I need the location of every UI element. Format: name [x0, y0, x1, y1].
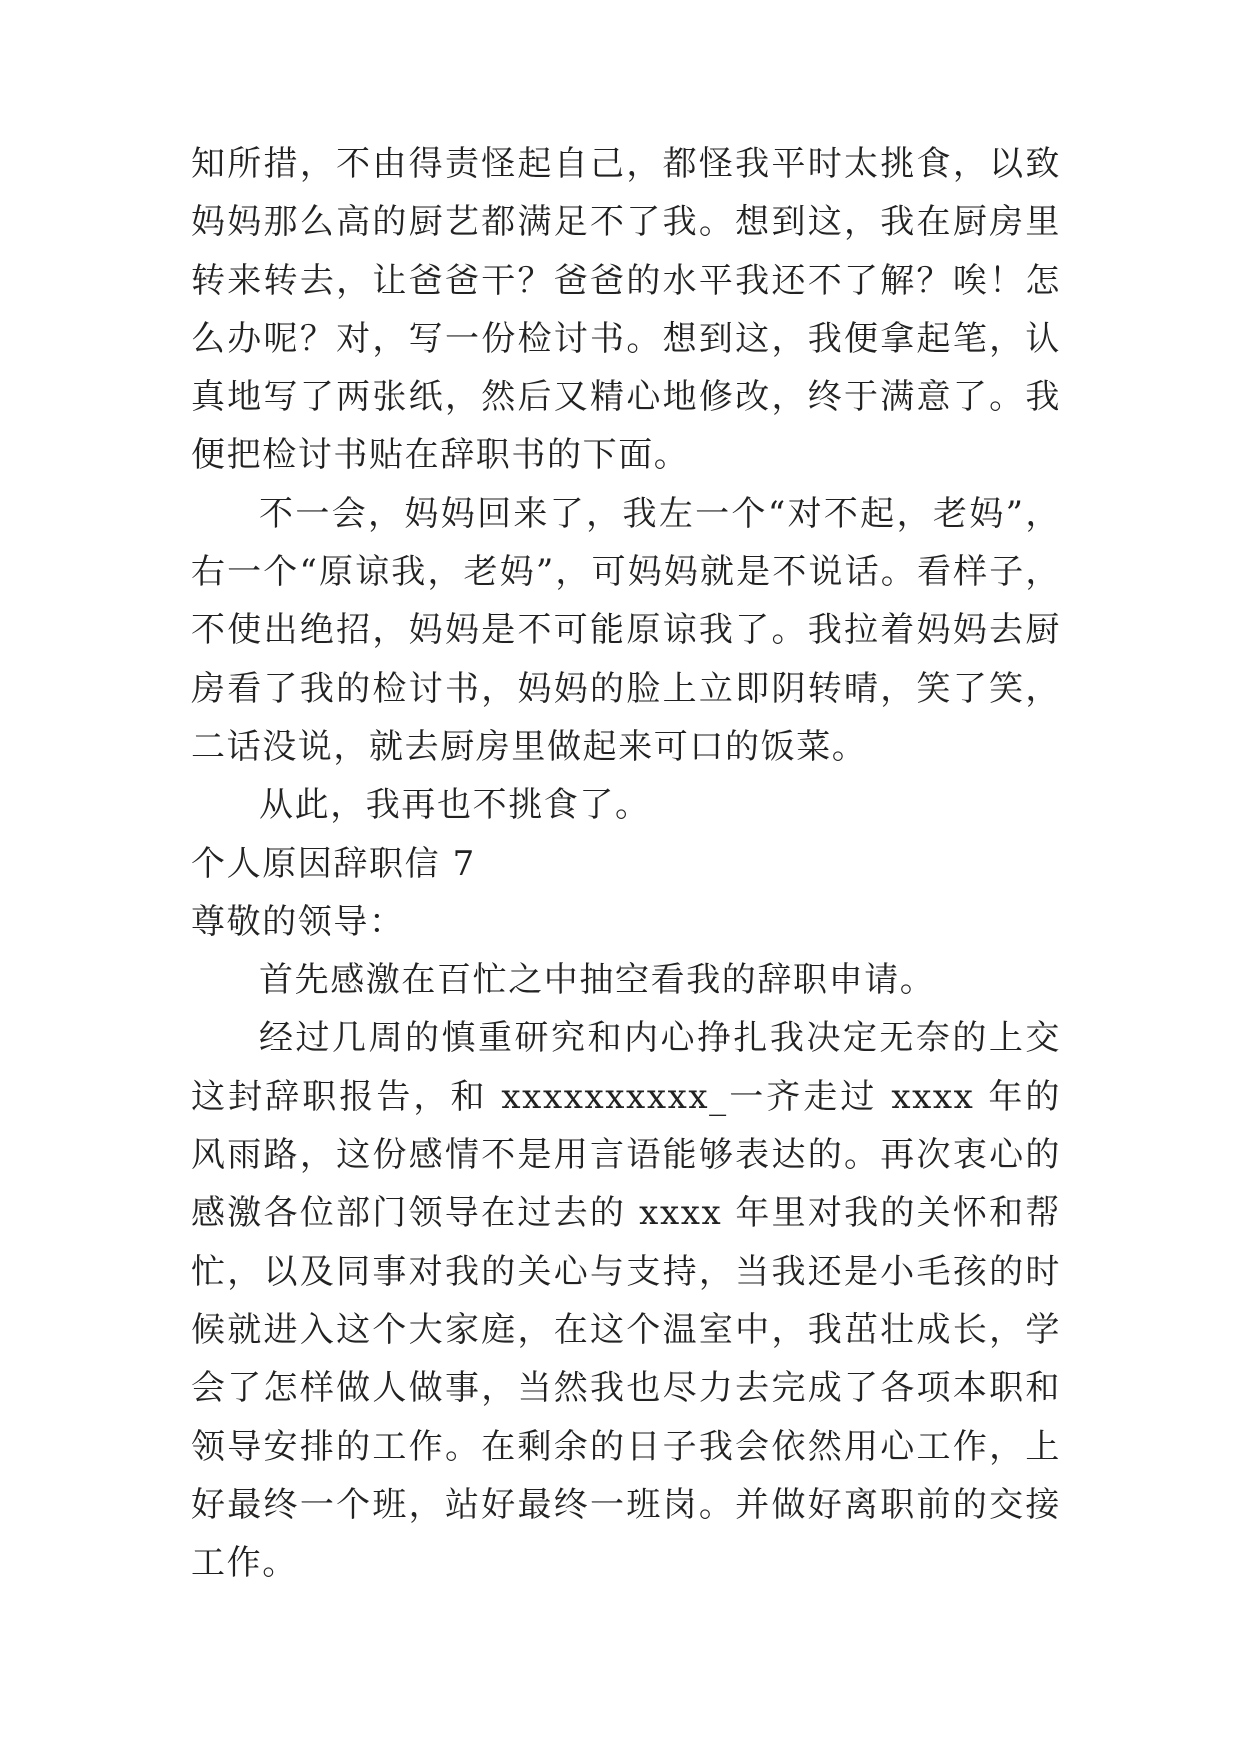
paragraph-thanks: 首先感激在百忙之中抽空看我的辞职申请。: [259, 960, 936, 1001]
paragraph-mother-returns: 不一会，妈妈回来了，我左一个“对不起，老妈”，右一个“原谅我，老妈”，可妈妈就是不说话。看样子，不使出绝招，妈妈是不可能原谅我了。我拉着妈妈去厨房看了我的检讨书，妈妈的脸上立即阴转晴，笑了笑，二话没说，就去厨房里做起来可口的饭菜。: [191, 493, 1061, 767]
document-body: [191, 135, 1061, 1592]
letter-salutation: 尊敬的领导：: [191, 901, 405, 942]
paragraph-conclusion: 从此，我再也不挑食了。: [259, 785, 651, 826]
paragraph-continuation: 知所措，不由得责怪起自己，都怪我平时太挑食，以致妈妈那么高的厨艺都满足不了我。想到这，我在厨房里转来转去，让爸爸干？爸爸的水平我还不了解？唉！怎么办呢？对，写一份检讨书。想到这，我便拿起笔，认真地写了两张纸，然后又精心地修改，终于满意了。我便把检讨书贴在辞职书的下面。: [191, 144, 1061, 476]
section-heading: 个人原因辞职信 7: [191, 843, 476, 884]
paragraph-resignation-body: 经过几周的慎重研究和内心挣扎我决定无奈的上交这封辞职报告，和 xxxxxxxxxx_一齐走过 xxxx 年的风雨路，这份感情不是用言语能够表达的。再次衷心的感激各位部门领导在过去的 xxxx 年里对我的关怀和帮忙，以及同事对我的关心与支持，当我还是小毛孩的时候就进入这个大家庭，在这个温室中，我茁壮成长，学会了怎样做人做事，当然我也尽力去完成了各项本职和领导安排的工作。在剩余的日子我会依然用心工作，上好最终一个班，站好最终一班岗。并做好离职前的交接工作。: [191, 1018, 1061, 1584]
